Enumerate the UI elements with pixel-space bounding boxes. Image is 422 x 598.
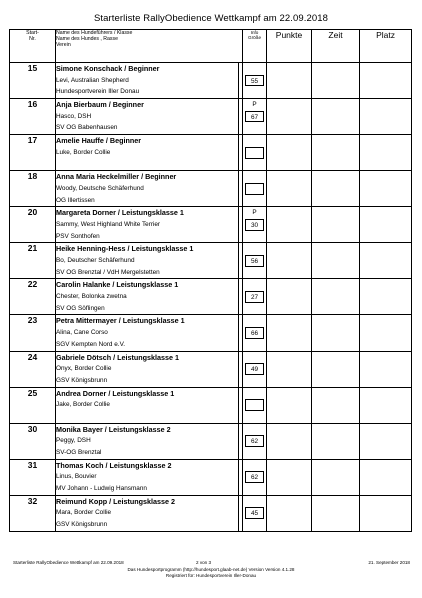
info-blank-box <box>243 519 266 531</box>
zeit-cell <box>312 171 360 207</box>
platz-cell <box>360 171 412 207</box>
size-box: 30 <box>245 219 264 231</box>
info-box <box>243 63 266 75</box>
info-box <box>243 352 266 364</box>
punkte-cell <box>267 495 312 531</box>
punkte-cell <box>267 279 312 315</box>
entry-row <box>10 63 412 99</box>
entry-row <box>10 207 412 243</box>
info-box <box>243 496 266 508</box>
platz-cell <box>360 135 412 171</box>
info-size-cell <box>243 171 267 207</box>
size-box: 66 <box>245 327 264 339</box>
dog-breed: Luke, Border Collie <box>56 148 111 156</box>
club: GSV Königsbrunn <box>56 521 108 529</box>
platz-cell <box>360 423 412 459</box>
size-box: 62 <box>245 435 264 447</box>
handler-class: Margareta Dorner / Leistungsklasse 1 <box>56 208 184 218</box>
info-blank-box <box>243 122 266 134</box>
dog-breed: Alina, Cane Corso <box>56 329 108 337</box>
handler-class: Andrea Dorner / Leistungsklasse 1 <box>56 388 175 398</box>
info-blank-box <box>243 231 266 243</box>
dog-breed: Linus, Bouvier <box>56 473 97 481</box>
entry-details <box>56 459 239 495</box>
info-blank-box <box>243 86 266 98</box>
handler-class: Anja Bierbaum / Beginner <box>56 100 144 110</box>
club: SV OG Söflingen <box>56 304 105 312</box>
platz-cell <box>360 387 412 423</box>
punkte-cell <box>267 63 312 99</box>
platz-cell <box>360 99 412 135</box>
start-number: 18 <box>10 171 56 207</box>
dog-breed: Hasco, DSH <box>56 112 92 120</box>
platz-cell <box>360 459 412 495</box>
zeit-cell <box>312 387 360 423</box>
info-size-cell <box>243 423 267 459</box>
platz-cell <box>360 315 412 351</box>
start-number: 17 <box>10 135 56 171</box>
info-blank-box <box>243 339 266 351</box>
footer-left: Starterliste RallyObedience Wettkampf am 22.09.2018 <box>13 560 124 565</box>
start-number: 24 <box>10 351 56 387</box>
start-number: 25 <box>10 387 56 423</box>
platz-cell <box>360 207 412 243</box>
footer-page: 2 von 3 <box>196 560 212 565</box>
info-size-cell <box>243 495 267 531</box>
start-number: 20 <box>10 207 56 243</box>
handler-class: Heike Henning-Hess / Leistungsklasse 1 <box>56 244 194 254</box>
zeit-cell <box>312 99 360 135</box>
club <box>56 411 238 423</box>
entry-details <box>56 351 239 387</box>
entry-details <box>56 423 239 459</box>
size-box: 27 <box>245 291 264 303</box>
handler-class: Petra Mittermayer / Leistungsklasse 1 <box>56 316 185 326</box>
info-blank-box <box>243 303 266 315</box>
info-size-cell <box>243 387 267 423</box>
dog-breed: Woody, Deutsche Schäferhund <box>56 184 144 192</box>
club: OG Illertissen <box>56 196 95 204</box>
punkte-cell <box>267 351 312 387</box>
zeit-cell <box>312 495 360 531</box>
punkte-cell <box>267 171 312 207</box>
start-number: 30 <box>10 423 56 459</box>
club: SGV Kempten Nord e.V. <box>56 340 126 348</box>
info-size-cell <box>243 99 267 135</box>
dog-breed: Bo, Deutscher Schäferhund <box>56 257 135 264</box>
entry-row <box>10 243 412 279</box>
size-box: 67 <box>245 111 264 123</box>
platz-cell <box>360 279 412 315</box>
entry-row <box>10 387 412 423</box>
dog-breed: Onyx, Border Collie <box>56 365 112 373</box>
start-list-table <box>9 29 412 532</box>
entry-details <box>56 171 239 207</box>
size-box: 49 <box>245 363 264 375</box>
info-blank-box <box>243 195 266 207</box>
handler-class: Thomas Koch / Leistungsklasse 2 <box>56 460 172 470</box>
start-number: 15 <box>10 63 56 99</box>
start-number: 32 <box>10 495 56 531</box>
entry-details <box>56 99 239 135</box>
club: SV OG Brenztal / VdH Mergelstetten <box>56 268 160 276</box>
size-box: 45 <box>245 507 264 519</box>
handler-class: Monika Bayer / Leistungsklasse 2 <box>56 424 171 434</box>
info-blank-box <box>243 447 266 459</box>
entry-details <box>56 243 239 279</box>
info-box <box>243 388 266 400</box>
size-box <box>245 399 264 411</box>
handler-class: Amelie Hauffe / Beginner <box>56 136 142 146</box>
size-box <box>245 183 264 195</box>
info-blank-box <box>243 159 266 171</box>
platz-cell <box>360 63 412 99</box>
entry-row <box>10 315 412 351</box>
info-box <box>243 424 266 436</box>
club: GSV Königsbrunn <box>56 376 108 384</box>
entry-details <box>56 495 239 531</box>
entry-row <box>10 99 412 135</box>
entry-row <box>10 423 412 459</box>
info-box <box>243 171 266 183</box>
info-box: P <box>252 209 257 217</box>
dog-breed: Mara, Border Collie <box>56 509 112 517</box>
start-number: 31 <box>10 459 56 495</box>
info-box <box>243 315 266 327</box>
zeit-cell <box>312 243 360 279</box>
club: SV OG Babenhausen <box>56 124 118 132</box>
dog-breed: Jake, Border Collie <box>56 401 110 409</box>
start-number: 22 <box>10 279 56 315</box>
info-size-cell <box>243 351 267 387</box>
zeit-cell <box>312 63 360 99</box>
size-box: 55 <box>245 75 264 87</box>
punkte-cell <box>267 459 312 495</box>
info-size-cell <box>243 63 267 99</box>
entry-row <box>10 171 412 207</box>
punkte-cell <box>267 135 312 171</box>
info-size-cell <box>243 207 267 243</box>
start-number: 21 <box>10 243 56 279</box>
entry-details <box>56 315 239 351</box>
start-number: 16 <box>10 99 56 135</box>
entry-row <box>10 135 412 171</box>
dog-breed: Levi, Australian Shepherd <box>56 76 129 84</box>
info-size-cell <box>243 135 267 171</box>
info-box <box>243 460 266 472</box>
info-box <box>243 135 266 147</box>
punkte-cell <box>267 423 312 459</box>
info-size-cell <box>243 315 267 351</box>
punkte-cell <box>267 207 312 243</box>
info-blank-box <box>243 411 266 423</box>
club <box>56 159 238 171</box>
start-number: 23 <box>10 315 56 351</box>
zeit-cell <box>312 351 360 387</box>
info-blank-box <box>243 267 266 279</box>
platz-cell <box>360 243 412 279</box>
club: Hundesportverein Iller Donau <box>56 88 140 96</box>
zeit-cell <box>312 135 360 171</box>
handler-class: Carolin Halanke / Leistungsklasse 1 <box>56 280 179 290</box>
page-title: Starterliste RallyObedience Wettkampf am 22.09.2018 <box>93 13 329 24</box>
names-header: Name des Hundeführers / Klasse Name des Hundes , Rasse Verein <box>56 30 243 63</box>
punkte-cell <box>267 387 312 423</box>
entry-row <box>10 279 412 315</box>
zeit-cell <box>312 423 360 459</box>
zeit-header: Zeit <box>312 30 360 63</box>
dog-breed: Peggy, DSH <box>56 437 91 445</box>
size-box: 62 <box>245 471 264 483</box>
entry-details <box>56 135 239 171</box>
size-box: 56 <box>245 255 264 267</box>
platz-cell <box>360 351 412 387</box>
entry-row <box>10 495 412 531</box>
size-box <box>245 147 264 159</box>
punkte-cell <box>267 99 312 135</box>
header-row <box>10 30 412 63</box>
entry-details <box>56 387 239 423</box>
zeit-cell <box>312 279 360 315</box>
footer-registered: Registriert für: Hundesportverein Iller-Donau <box>165 573 257 578</box>
club: PSV Sonthofen <box>56 232 100 240</box>
entry-row <box>10 459 412 495</box>
start-number-header: Start- Nr. <box>10 30 56 63</box>
zeit-cell <box>312 315 360 351</box>
info-blank-box <box>243 483 266 495</box>
info-size-cell <box>243 243 267 279</box>
punkte-cell <box>267 243 312 279</box>
platz-cell <box>360 495 412 531</box>
handler-class: Gabriele Dötsch / Leistungsklasse 1 <box>56 352 180 362</box>
dog-breed: Sammy, West Highland White Terrier <box>56 220 161 228</box>
footer-date: 21. September 2018 <box>368 560 410 565</box>
handler-class: Anna Maria Heckelmiller / Beginner <box>56 172 177 182</box>
platz-header: Platz <box>360 30 412 63</box>
dog-breed: Chester, Bolonka zwetna <box>56 293 127 301</box>
punkte-header: Punkte <box>267 30 312 63</box>
handler-class: Reimund Kopp / Leistungsklasse 2 <box>56 496 176 506</box>
info-blank-box <box>243 375 266 387</box>
zeit-cell <box>312 459 360 495</box>
info-size-cell <box>243 459 267 495</box>
entry-details <box>56 63 239 99</box>
info-size-header: Info Größe <box>243 30 267 63</box>
info-size-cell <box>243 279 267 315</box>
footer-software: Das Hundesportprogramm (http://hundesport.glaab-net.de) Version Version 4.1.28 <box>127 567 295 572</box>
handler-class: Simone Konschack / Beginner <box>56 64 160 73</box>
punkte-cell <box>267 315 312 351</box>
info-box <box>243 279 266 291</box>
info-box: P <box>252 101 257 109</box>
zeit-cell <box>312 207 360 243</box>
info-box <box>243 243 266 255</box>
entry-row <box>10 351 412 387</box>
club: SV-OG Brenztal <box>56 449 102 456</box>
entry-details <box>56 207 239 243</box>
club: MV Johann - Ludwig Hansmann <box>56 485 147 493</box>
entry-details <box>56 279 239 315</box>
